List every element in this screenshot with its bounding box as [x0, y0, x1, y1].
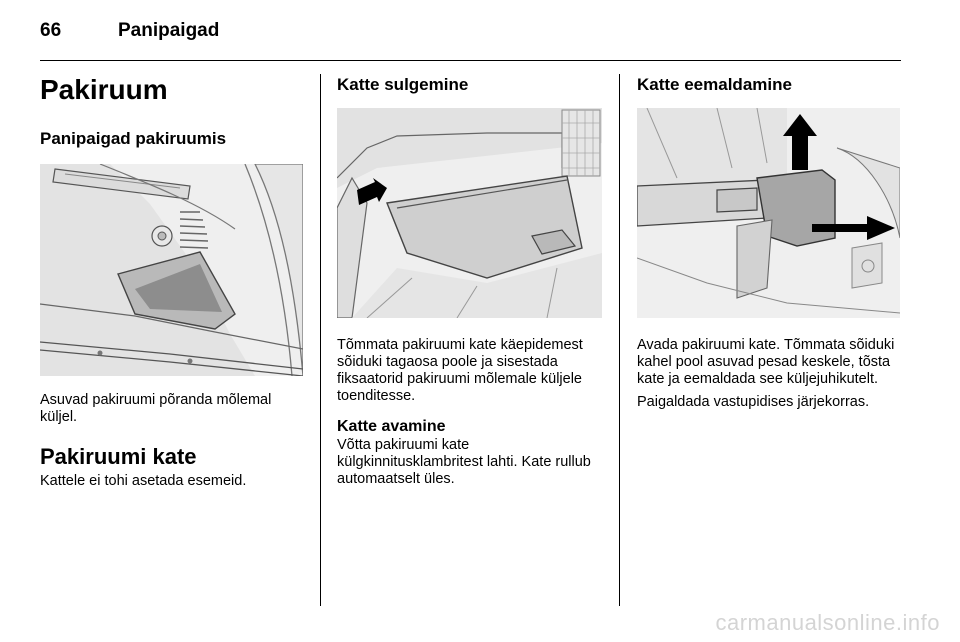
heading-katte-sulgemine: Katte sulgemine — [337, 75, 469, 94]
subtitle-panipaigad: Panipaigad pakiruumis — [40, 129, 227, 148]
cover-removal-illustration — [637, 108, 900, 318]
column-divider-2 — [619, 74, 620, 606]
section-title-pakiruum: Pakiruum — [40, 74, 168, 105]
storage-caption: Asuvad pakiruumi põranda mõlemal küljel. — [40, 392, 272, 425]
column-2 — [337, 74, 605, 488]
removal-instructions: Avada pakiruumi kate. Tõmmata sõiduki kahel pool asuvad pesad keskele, tõsta kate ja eemaldada see küljejuhikutelt. — [637, 337, 895, 387]
installation-instructions: Paigaldada vastupidises järjekorras. — [637, 394, 870, 410]
page-number: 66 — [40, 20, 62, 41]
header-rule — [40, 60, 901, 61]
closing-instructions: Tõmmata pakiruumi kate käepidemest sõiduki tagaosa poole ja sisestada fiksaatorid pakiruumi mõlemale küljele toenditesse. — [337, 337, 583, 404]
opening-instructions: Võtta pakiruumi kate külgkinnitusklambritest lahti. Kate rullub automaatselt üles. — [337, 437, 591, 487]
heading-katte-avamine: Katte avamine — [337, 418, 446, 435]
chapter-title: Panipaigad — [118, 20, 220, 41]
column-1 — [40, 74, 305, 490]
heading-katte-eemaldamine: Katte eemaldamine — [637, 75, 792, 94]
watermark: carmanualsonline.info — [715, 610, 940, 635]
column-3 — [637, 74, 903, 411]
storage-compartment-illustration — [40, 164, 303, 376]
column-divider-1 — [320, 74, 321, 606]
section-title-pakiruumi-kate: Pakiruumi kate — [40, 444, 197, 469]
cover-closing-illustration — [337, 108, 602, 318]
cover-warning-text: Kattele ei tohi asetada esemeid. — [40, 473, 247, 489]
